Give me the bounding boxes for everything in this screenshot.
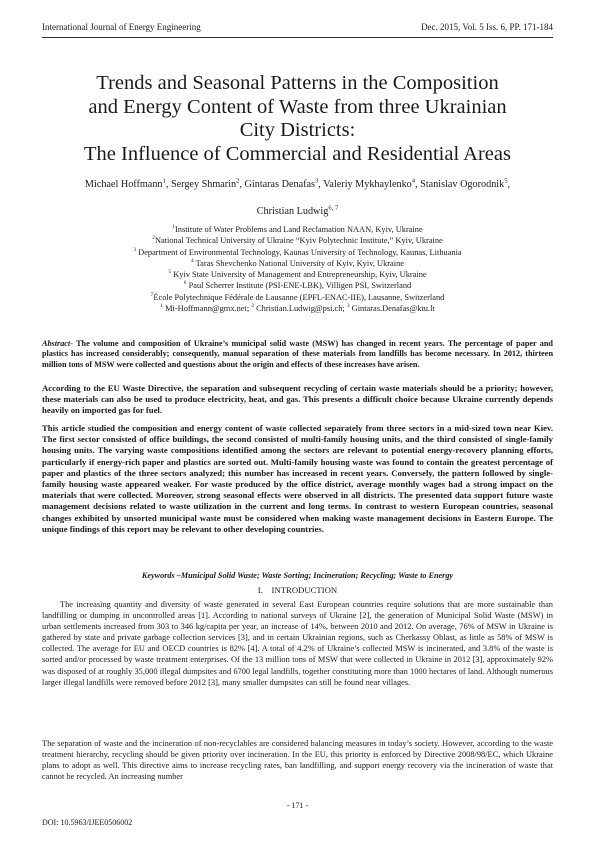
keywords: Keywords –Municipal Solid Waste; Waste Sorting; Incineration; Recycling; Waste to Energy (141, 571, 454, 580)
affiliation: $^6$ Paul Scherrer Institute (PSI-ENE-LBK), Villigen PSI, Switzerland (183, 280, 412, 291)
affiliation: $^4$ Taras Shevchenko National University of Kyiv, Kyiv, Ukraine (190, 258, 405, 268)
affiliation: $^3$ Department of Environmental Technology, Kaunas University of Technology, Kaunas, Lithuania (133, 246, 462, 257)
abstract-paragraph: This article studied the composition and energy content of waste collected separately from three sectors in a mid-sized town near Kiev. The first sector consisted of office buildings, the second consisted of multi-family housing units, and the third consisted of single-family housing units. The varying waste compositions identified among the sectors are relevant to potential energy-recovery planning efforts, particularly if energy-rich paper and plastics are sorted out. Multi-family housing waste was found to contain the greatest percentage of paper and plastics of the three sectors analyzed; this number has increased in recent years. Conversely, the pattern followed by single-family housing waste appeared weaker. For waste produced by the office district, average monthly wages had a strong impact on the materials that were collected. Moreover, strong seasonal effects were observed in all districts. The presented data support future waste management decisions related to waste utilization in the current and long terms. In contrast to western European countries, seasonal changes exhibited by unsorted municipal waste must be considered when making waste management decisions in Eastern Europe. The unique findings of this report may be relevant to other developing countries. (42, 423, 553, 534)
author: Sergey Shmarin$^2$ (170, 177, 240, 190)
title-line: Trends and Seasonal Patterns in the Composition (96, 72, 499, 94)
affiliation: $^5$ Kyiv State University of Management and Entrepreneurship, Kyiv, Ukraine (168, 269, 427, 280)
author-list: Michael Hoffmann$^1$, Sergey Shmarin$^2$, Gintaras Denafas$^3$, Valeriy Mykhaylenko$^4$, Stanislav Ogorodnik$^5$, (84, 177, 511, 190)
section-heading: I. INTRODUCTION (257, 585, 338, 595)
email: Gintaras.Denafas@ktu.lt (351, 304, 435, 314)
author: Christian Ludwig$^{6, 7}$ (256, 204, 339, 217)
issue-info: Dec. 2015, Vol. 5 Iss. 6, PP. 171-184 (421, 22, 553, 32)
affiliations (42, 224, 553, 314)
journal-name: International Journal of Energy Engineering (42, 22, 201, 32)
page-number: - 171 - (286, 801, 309, 810)
email: Mi-Hoffmann@gmx.net; (165, 304, 250, 314)
email-line: $^1$ Mi-Hoffmann@gmx.net; $^2$ Christian.Ludwig@psi.ch; $^3$ Gintaras.Denafas@ktu.lt (160, 303, 435, 314)
email: Christian.Ludwig@psi.ch; (256, 304, 345, 314)
header-rule (42, 37, 553, 38)
author: Michael Hoffmann$^1$ (84, 177, 166, 190)
affiliation: $^2$National Technical University of Ukraine “Kyiv Polytechnic Institute,” Kyiv, Ukraine (152, 235, 443, 246)
body-paragraph: The separation of waste and the incineration of non-recyclables are considered balancing measures in today’s society. However, according to the waste treatment hierarchy, recycling should be given priority over incineration. In the EU, this priority is enforced by Directive 2008/98/EC, which Ukraine plans to adopt as well. This directive aims to increase recycling rates, ban landfilling, and support energy recovery via the incineration of waste that cannot be recycled. An increasing number (42, 739, 553, 782)
affiliation: $^7$École Polytechnique Fédérale de Lausanne (EPFL-ENAC-IIE), Lausanne, Switzerland (150, 291, 445, 302)
abstract-paragraph: Abstract- The volume and composition of Ukraine’s municipal solid waste (MSW) has changed in recent years. The percentage of paper and plastics has increased considerably; consequently, manual separation of these materials from landfills has become necessary. In 2012, thirteen million tons of MSW were collected and questions about the origin and effects of these increases have arisen. (42, 339, 553, 369)
author-list-continued (42, 206, 553, 218)
paper-title (42, 72, 553, 166)
doi: DOI: 10.5963/IJEE0506002 (42, 818, 133, 827)
abstract-paragraph: According to the EU Waste Directive, the separation and subsequent recycling of certain waste materials should be a priority; however, these materials can also be used to produce electricity, heat, and gas. This presents a difficult choice because Ukraine currently depends heavily on imported gas for fuel. (42, 383, 553, 416)
author: Stanislav Ogorodnik$^5$ (420, 177, 508, 190)
title-line: City Districts: (239, 119, 356, 141)
body-paragraph: The increasing quantity and diversity of waste generated in several East European countries require solutions that are more sustainable than landfilling or dumping in uncontrolled areas [1]. According to national surveys of Ukraine [2], the generation of Municipal Solid Waste (MSW) in urban settlements increased from 303 to 346 kg/capita per year, an increase of 14%, between 2010 and 2012. On average, 76% of MSW in Ukraine is gathered by state and private garbage collection services [3], and in certain Ukrainian regions, such as Cherkassy Oblast, as little as 58% of MSW is collected. The average for EU and OECD countries is 82% [4]. A total of 4.2% of Ukraine’s collected MSW is incinerated, and 3.8% of the waste is sorted and/or processed by waste treatment enterprises. Of the 13 million tons of MSW that were collected in Ukraine in 2012 [3], approximately 92% was disposed of at roughly 35,000 illegal dumpsites and 6700 legal landfills, together constituting more than 1000 hectares of land. Although numerous larger illegal landfills were removed before 2012 [3], many smaller dumpsites can still be found near villages. (42, 600, 553, 687)
author: Valeriy Mykhaylenko$^4$ (323, 177, 416, 190)
title-line: The Influence of Commercial and Residential Areas (84, 142, 511, 165)
abstract-label: Abstract- (42, 339, 73, 348)
title-line: and Energy Content of Waste from three Ukrainian (88, 95, 507, 118)
affiliation: $^1$Institute of Water Problems and Land Reclamation NAAN, Kyiv, Ukraine (172, 224, 423, 234)
author: Gintaras Denafas$^3$ (244, 177, 319, 190)
running-header (42, 22, 553, 36)
